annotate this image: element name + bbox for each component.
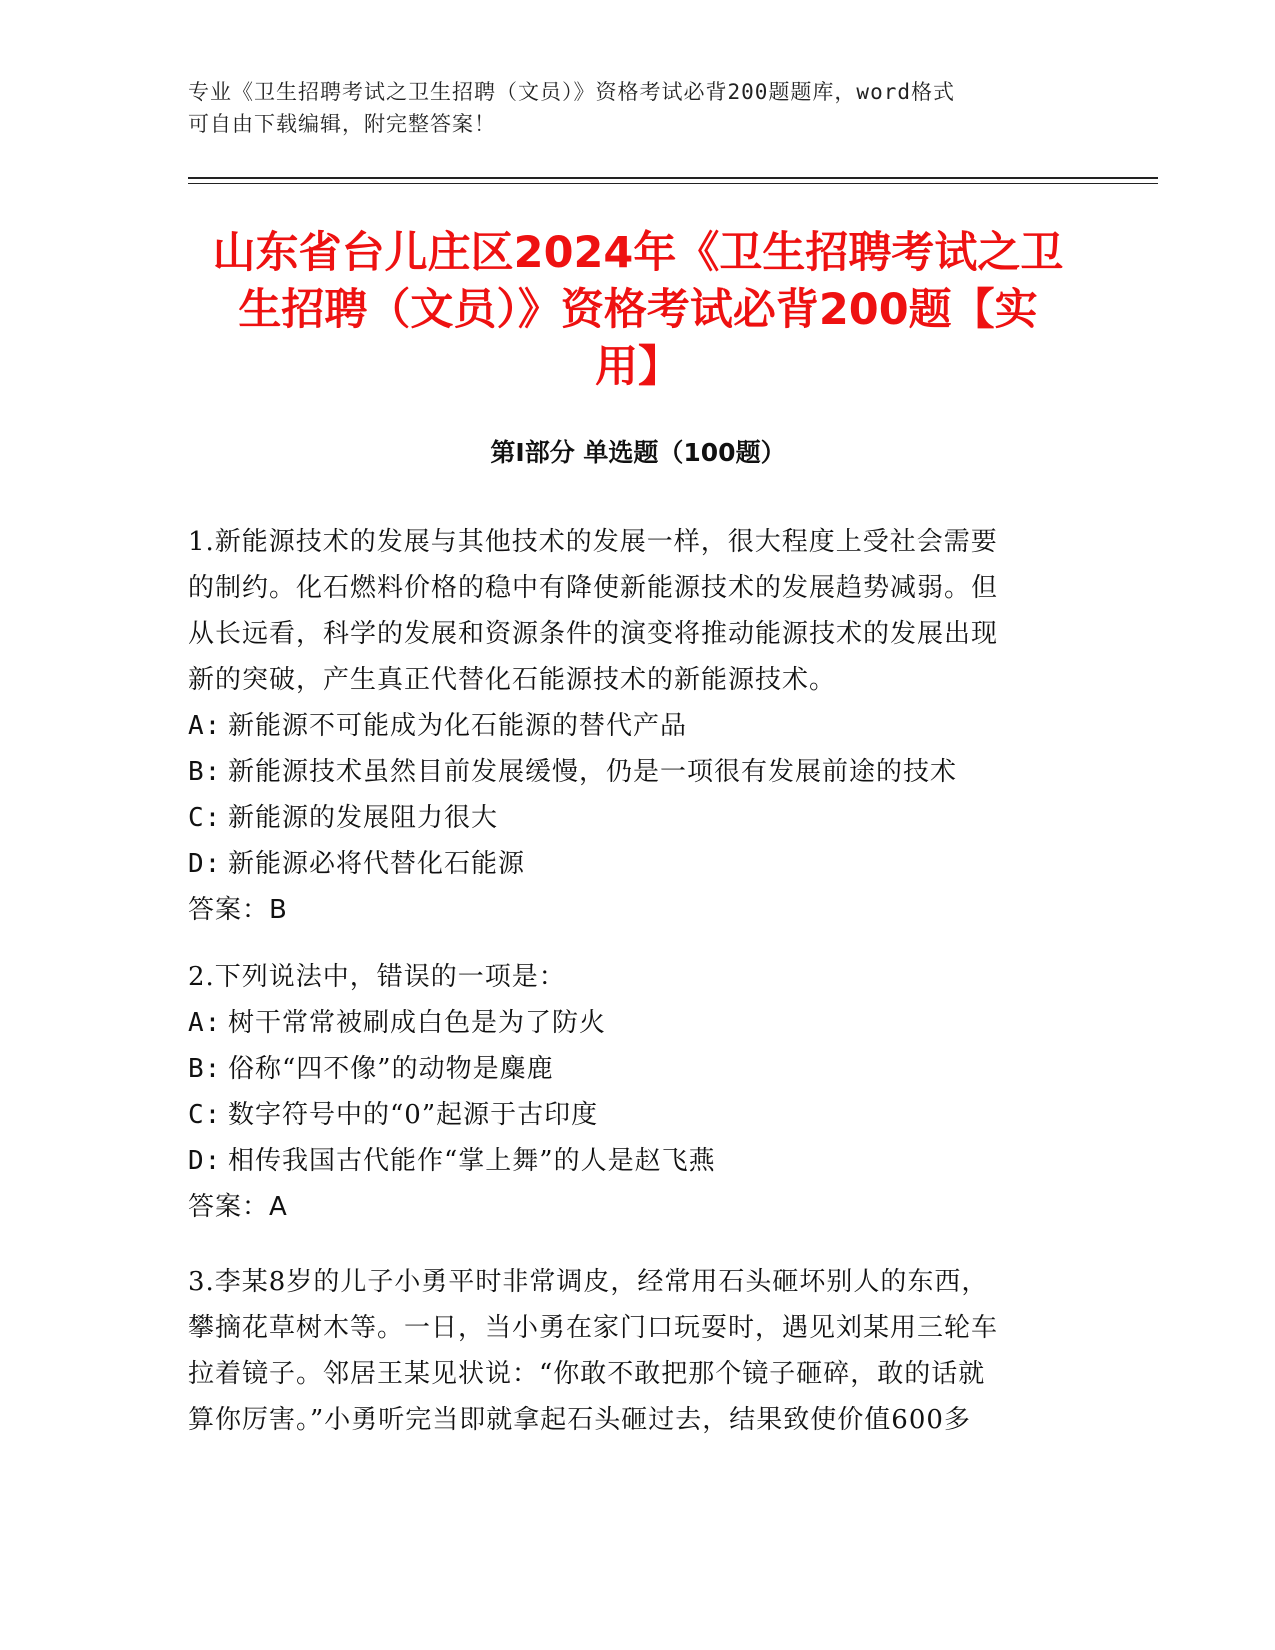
document-title-line: 用】	[595, 342, 681, 392]
document-title-line: 生招聘（文员）》资格考试必背200题【实	[238, 285, 1038, 335]
document-title	[188, 225, 1088, 396]
question-text-line: 算你厉害。”小勇听完当即就拿起石头砸过去，结果致使价值600多	[188, 1405, 971, 1435]
header-note-line: 可自由下载编辑，附完整答案！	[188, 112, 496, 136]
option-c	[188, 795, 1068, 841]
option-text: 新能源的发展阻力很大	[228, 803, 499, 833]
header-note	[188, 76, 1068, 140]
header-divider-thin	[188, 183, 1158, 184]
option-a	[188, 703, 1068, 749]
option-text: 数字符号中的“0”起源于古印度	[228, 1100, 599, 1130]
question-2	[188, 954, 1068, 1230]
question-text-line: 拉着镜子。邻居王某见状说：“你敢不敢把那个镜子砸碎，敢的话就	[188, 1359, 986, 1389]
option-text: 新能源技术虽然目前发展缓慢，仍是一项很有发展前途的技术	[228, 757, 958, 787]
question-text-line: 从长远看，科学的发展和资源条件的演变将推动能源技术的发展出现	[188, 619, 999, 649]
option-letter: B:	[188, 757, 222, 787]
option-text: 树干常常被刷成白色是为了防火	[228, 1008, 607, 1038]
question-text-line: 3.李某8岁的儿子小勇平时非常调皮，经常用石头砸坏别人的东西，	[188, 1267, 989, 1297]
option-text: 新能源不可能成为化石能源的替代产品	[228, 711, 688, 741]
option-text: 俗称“四不像”的动物是麋鹿	[228, 1054, 554, 1084]
option-letter: D:	[188, 1146, 222, 1176]
question-text-line: 新的突破，产生真正代替化石能源技术的新能源技术。	[188, 665, 837, 695]
option-letter: C:	[188, 803, 222, 833]
option-b	[188, 749, 1068, 795]
option-text: 新能源必将代替化石能源	[228, 849, 526, 879]
option-b	[188, 1046, 1068, 1092]
option-letter: A:	[188, 1008, 222, 1038]
answer-label: 答案：A	[188, 1192, 288, 1222]
option-letter: B:	[188, 1054, 222, 1084]
question-3	[188, 1259, 1068, 1443]
question-1	[188, 519, 1068, 933]
option-letter: C:	[188, 1100, 222, 1130]
option-letter: D:	[188, 849, 222, 879]
option-d	[188, 1138, 1068, 1184]
question-text-line: 的制约。化石燃料价格的稳中有降使新能源技术的发展趋势减弱。但	[188, 573, 999, 603]
document-title-line: 山东省台儿庄区2024年《卫生招聘考试之卫	[212, 228, 1064, 278]
header-divider	[188, 177, 1158, 179]
question-text-line: 1.新能源技术的发展与其他技术的发展一样，很大程度上受社会需要	[188, 527, 998, 557]
option-text: 相传我国古代能作“掌上舞”的人是赵飞燕	[228, 1146, 716, 1176]
option-d	[188, 841, 1068, 887]
option-a	[188, 1000, 1068, 1046]
answer-label: 答案：B	[188, 895, 288, 925]
section-heading: 第Ⅰ部分 单选题（100题）	[490, 438, 786, 467]
question-text-line: 攀摘花草树木等。一日，当小勇在家门口玩耍时，遇见刘某用三轮车	[188, 1313, 999, 1343]
option-letter: A:	[188, 711, 222, 741]
header-note-line: 专业《卫生招聘考试之卫生招聘（文员）》资格考试必背200题题库，word格式	[188, 80, 955, 104]
question-text-line: 2.下列说法中，错误的一项是：	[188, 962, 566, 992]
option-c	[188, 1092, 1068, 1138]
